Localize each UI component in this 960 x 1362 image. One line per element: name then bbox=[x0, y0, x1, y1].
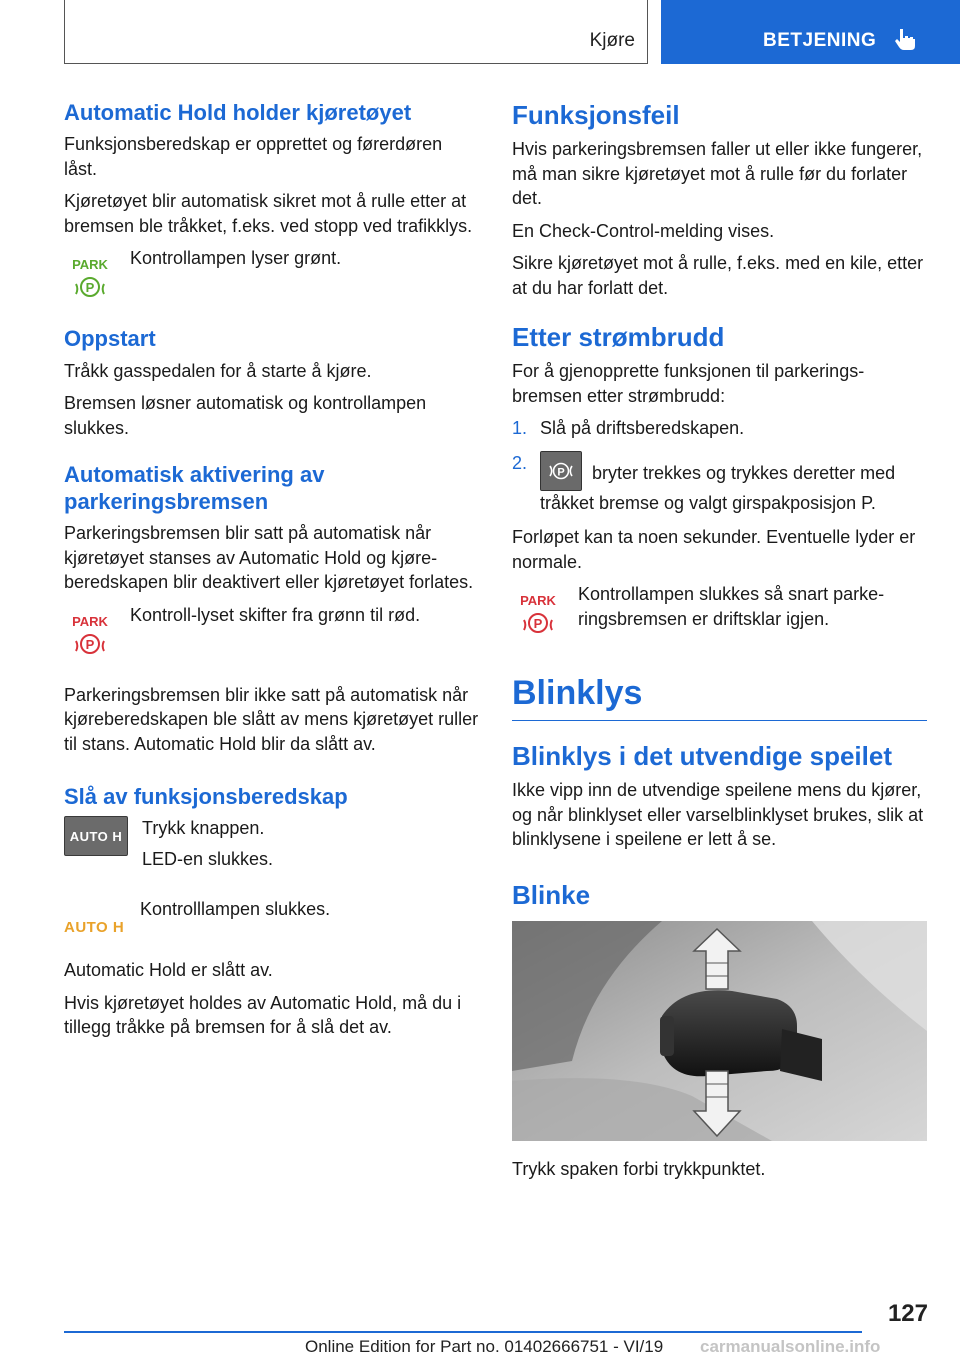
heading-auto-hold: Automatic Hold holder kjøretøyet bbox=[64, 100, 412, 125]
lamp-off-note bbox=[64, 885, 479, 936]
indicator-note-red bbox=[512, 582, 927, 637]
watermark: carmanualsonline.info bbox=[700, 1337, 881, 1356]
svg-text:P: P bbox=[533, 616, 543, 632]
indicator-text: Kontroll-lyset skifter fra grønn til rød. bbox=[130, 604, 421, 625]
paragraph: Tråkk gasspedalen for å starte å kjøre. bbox=[64, 360, 372, 381]
step-number: 2. bbox=[512, 452, 528, 473]
indicator-text: Kontrolllampen slukkes. bbox=[140, 899, 331, 920]
heading-aktivering: Automatisk aktivering av parkeringsbremsen bbox=[64, 462, 325, 514]
list-item bbox=[512, 451, 927, 516]
svg-text:PARK: PARK bbox=[520, 593, 556, 609]
heading-blinklys: Blinklys bbox=[512, 673, 927, 721]
instruction-text: LED-en slukkes. bbox=[142, 848, 274, 869]
step-text: Slå på driftsberedskapen. bbox=[540, 418, 745, 439]
park-brake-green-icon bbox=[68, 256, 112, 298]
heading-sla-av: Slå av funksjonsberedskap bbox=[64, 784, 348, 810]
page-number: 127 bbox=[887, 1300, 928, 1327]
step-number: 1. bbox=[512, 418, 528, 439]
step-text: bryter trekkes og trykkes deretter med tråkket bremse og valgt girspakposisjon P. bbox=[540, 462, 896, 513]
auto-h-button-icon: AUTO H bbox=[64, 816, 128, 856]
indicator-note-green bbox=[64, 246, 479, 298]
svg-text:PARK: PARK bbox=[72, 257, 108, 273]
park-brake-red-icon bbox=[68, 613, 112, 655]
right-column bbox=[512, 100, 927, 1190]
paragraph: Hvis kjøretøyet holdes av Automatic Hold, må du i tillegg tråkke på bremsen for å slå det av. bbox=[64, 992, 462, 1038]
paragraph: Hvis parkeringsbremsen faller ut eller ikke fungerer, må man sikre kjøretøyet mot å rulle før du forlater det. bbox=[512, 139, 923, 209]
list-item bbox=[512, 416, 927, 441]
turn-signal-lever-image bbox=[512, 921, 927, 1141]
paragraph: Sikre kjøretøyet mot å rulle, f.eks. med en kile, etter at du har forlatt det. bbox=[512, 253, 924, 298]
heading-blinke: Blinke bbox=[512, 879, 591, 910]
heading-speilet: Blinklys i det utvendige speilet bbox=[512, 741, 892, 772]
paragraph: Ikke vipp inn de utvendige speilene mens du kjører, og når blinklyset eller varselblinklyset brukes, slik at blinklysene i speilene er lett å se. bbox=[512, 780, 924, 850]
heading-funksjonsfeil: Funksjonsfeil bbox=[512, 100, 680, 130]
heading-oppstart: Oppstart bbox=[64, 326, 156, 352]
paragraph: Kjøretøyet blir automatisk sikret mot å rulle etter at bremsen ble tråkket, f.eks. ved stopp ved trafikklys. bbox=[64, 191, 473, 236]
paragraph: Automatic Hold er slått av. bbox=[64, 960, 273, 981]
paragraph: Funksjonsberedskap er opprettet og førerdøren låst. bbox=[64, 134, 443, 179]
indicator-text: Kontrollampen slukkes så snart parkeringsbremsen er driftsklar igjen. bbox=[578, 584, 885, 629]
park-brake-red-icon bbox=[516, 592, 560, 634]
hand-pointer-icon bbox=[893, 26, 919, 52]
auto-h-lamp-icon: AUTO H bbox=[64, 919, 125, 937]
steps-list bbox=[512, 416, 927, 515]
heading-strombrudd: Etter strømbrudd bbox=[512, 322, 725, 353]
paragraph: Bremsen løsner automatisk og kontrollampen slukkes. bbox=[64, 393, 427, 438]
header-chapter-box bbox=[64, 0, 648, 64]
footer-divider bbox=[64, 1331, 862, 1333]
instruction-text: Trykk knappen. bbox=[142, 818, 265, 839]
parking-brake-switch-icon bbox=[540, 451, 582, 491]
svg-text:P: P bbox=[85, 636, 95, 652]
edition-text: Online Edition for Part no. 01402666751 - VI/19 bbox=[305, 1337, 664, 1356]
paragraph: Parkeringsbremsen blir satt på automatisk når kjøretøyet stanses av Automatic Hold og kjøreberedskapen blir deaktivert eller kjøretøyet forlates. bbox=[64, 523, 474, 593]
button-note bbox=[64, 816, 479, 877]
paragraph: Parkeringsbremsen blir ikke satt på automatisk når kjøreberedskapen ble slått av mens kjøretøyet ruller til stans. Automatic Hold blir da slått av. bbox=[64, 684, 479, 754]
section-title: BETJENING bbox=[763, 30, 877, 51]
chapter-title: Kjøre bbox=[589, 30, 635, 51]
paragraph: For å gjenopprette funksjonen til parkeringsbremsen etter strømbrudd: bbox=[512, 361, 865, 406]
paragraph: Forløpet kan ta noen sekunder. Eventuelle lyder er normale. bbox=[512, 527, 916, 572]
indicator-text: Kontrollampen lyser grønt. bbox=[130, 248, 342, 269]
indicator-note-red bbox=[64, 603, 479, 655]
header-section-tab bbox=[661, 0, 960, 64]
svg-text:P: P bbox=[85, 280, 95, 296]
svg-text:P: P bbox=[557, 466, 565, 479]
svg-text:PARK: PARK bbox=[72, 613, 108, 629]
left-column bbox=[64, 100, 479, 1048]
image-caption: Trykk spaken forbi trykkpunktet. bbox=[512, 1159, 766, 1180]
paragraph: En Check-Control-melding vises. bbox=[512, 220, 775, 241]
